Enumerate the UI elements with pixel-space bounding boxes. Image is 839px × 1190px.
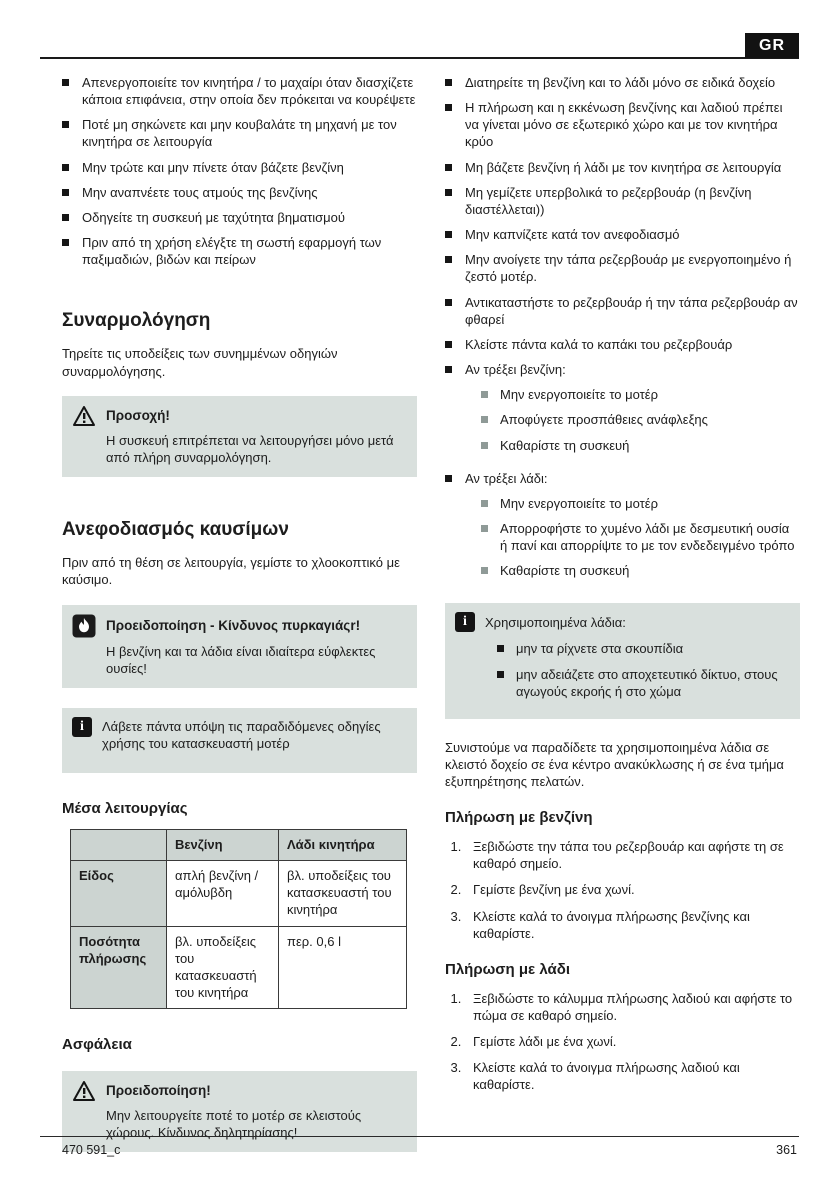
- manufacturer-info-body: Λάβετε πάντα υπόψη τις παραδιδόμενες οδηγίες χρήσης του κατασκευαστή μοτέρ: [102, 718, 381, 751]
- step-item: 3. Κλείστε καλά το άνοιγμα πλήρωσης βενζίνης και καθαρίστε.: [465, 908, 800, 942]
- sub-bullet-square-icon: [481, 442, 488, 449]
- bullet-square-icon: [497, 671, 504, 678]
- caution-body: Η συσκευή επιτρέπεται να λειτουργήσει μόνο μετά από πλήρη συναρμολόγηση.: [106, 432, 394, 465]
- list-item: Μην αναπνέετε τους ατμούς της βενζίνης: [62, 184, 417, 201]
- section-title-assembly: Συναρμολόγηση: [62, 310, 211, 332]
- list-item: μην αδειάζετε στο αποχετευτικό δίκτυο, στους αγωγούς εκροής ή στο χώμα: [497, 666, 788, 700]
- step-item: 3. Κλείστε καλά το άνοιγμα πλήρωσης λαδιού και καθαρίστε.: [465, 1059, 800, 1093]
- content-columns: [62, 74, 800, 1172]
- sub-bullet-square-icon: [481, 500, 488, 507]
- list-item: Καθαρίστε τη συσκευή: [481, 437, 800, 454]
- bullet-square-icon: [62, 214, 69, 221]
- list-item: Μην ενεργοποιείτε το μοτέρ: [481, 386, 800, 403]
- bullet-square-icon: [62, 121, 69, 128]
- page-number: 361: [776, 1143, 797, 1157]
- manufacturer-info-box: [62, 708, 417, 773]
- footer-rule: [40, 1136, 799, 1137]
- bullet-square-icon: [445, 366, 452, 373]
- fire-warning-box: [62, 605, 417, 688]
- used-oil-title: Χρησιμοποιημένα λάδια:: [485, 614, 626, 630]
- row-label-cell: Ποσότητα πλήρωσης: [71, 926, 167, 1009]
- document-code: 470 591_c: [62, 1143, 121, 1157]
- list-item: Πριν από τη χρήση ελέγξτε τη σωστή εφαρμογή των παξιμαδιών, βιδών και πείρων: [62, 234, 417, 268]
- sub-bullet-square-icon: [481, 416, 488, 423]
- caution-box: [62, 396, 417, 477]
- refuel-body: Πριν από τη θέση σε λειτουργία, γεμίστε το χλοοκοπτικό με καύσιμο.: [62, 555, 400, 588]
- left-column: [62, 74, 417, 1172]
- list-item-oil-spill: [445, 470, 800, 588]
- fire-warning-body: Η βενζίνη και τα λάδια είναι ιδιαίτερα εύφλεκτες ουσίες!: [106, 643, 376, 676]
- oil-spill-sublist: [481, 495, 800, 580]
- row-label-cell: Είδος: [71, 861, 167, 926]
- info-icon: i: [455, 612, 475, 632]
- bullet-square-icon: [445, 299, 452, 306]
- bullet-square-icon: [62, 79, 69, 86]
- bullet-square-icon: [445, 256, 452, 263]
- step-item: 2. Γεμίστε βενζίνη με ένα χωνί.: [465, 881, 800, 898]
- used-oil-info-box: [445, 603, 800, 718]
- bullet-square-icon: [445, 189, 452, 196]
- list-item: Διατηρείτε τη βενζίνη και το λάδι μόνο σε ειδικά δοχείο: [445, 74, 800, 91]
- list-item: Μην ενεργοποιείτε το μοτέρ: [481, 495, 800, 512]
- bullet-square-icon: [62, 189, 69, 196]
- table-header-cell: Βενζίνη: [167, 829, 279, 860]
- section-title-refuel: Ανεφοδιασμός καυσίμων: [62, 519, 289, 541]
- bullet-square-icon: [445, 104, 452, 111]
- bullet-square-icon: [445, 164, 452, 171]
- list-item: Μην καπνίζετε κατά τον ανεφοδιασμό: [445, 226, 800, 243]
- list-item: Οδηγείτε τη συσκευή με ταχύτητα βηματισμού: [62, 209, 417, 226]
- oil-spill-label: Αν τρέξει λάδι:: [465, 470, 548, 486]
- list-item: Καθαρίστε τη συσκευή: [481, 562, 800, 579]
- operating-media-table: [70, 829, 407, 1009]
- table-header-cell: [71, 829, 167, 860]
- list-item: Μη βάζετε βενζίνη ή λάδι με τον κινητήρα σε λειτουργία: [445, 159, 800, 176]
- bullet-square-icon: [445, 231, 452, 238]
- list-item: Μη γεμίζετε υπερβολικά το ρεζερβουάρ (η βενζίνη διαστέλλεται)): [445, 184, 800, 218]
- step-item: 1. Ξεβιδώστε την τάπα του ρεζερβουάρ και αφήστε τη σε καθαρό σημείο.: [465, 838, 800, 872]
- table-row: [71, 861, 407, 926]
- warning-triangle-icon: [72, 1080, 96, 1102]
- sub-bullet-square-icon: [481, 567, 488, 574]
- table-cell: βλ. υποδείξεις του κατασκευαστή του κινητήρα: [167, 926, 279, 1009]
- fuel-bullet-list: [445, 74, 800, 587]
- bullet-square-icon: [445, 475, 452, 482]
- section-title-fill-oil: Πλήρωση με λάδι: [445, 960, 570, 978]
- table-header-cell: Λάδι κινητήρα: [279, 829, 407, 860]
- fill-oil-steps: [445, 990, 800, 1094]
- step-item: 1. Ξεβιδώστε το κάλυμμα πλήρωσης λαδιού και αφήστε το πώμα σε καθαρό σημείο.: [465, 990, 800, 1024]
- recycle-note: Συνιστούμε να παραδίδετε τα χρησιμοποιημένα λάδια σε κλειστό δοχείο σε ένα κέντρο ανακύκλωσης ή σε ένα τμήμα εξυπηρέτησης πελατών.: [445, 739, 784, 790]
- list-item: Αντικαταστήστε το ρεζερβουάρ ή την τάπα ρεζερβουάρ αν φθαρεί: [445, 294, 800, 328]
- subsection-title-safety: Ασφάλεια: [62, 1036, 132, 1054]
- safety-bullet-list: [62, 74, 417, 268]
- list-item: Η πλήρωση και η εκκένωση βενζίνης και λαδιού πρέπει να γίνεται μόνο σε εξωτερικό χώρο και με τον κινητήρα κρύο: [445, 99, 800, 150]
- header-rule: [40, 57, 799, 59]
- table-cell: απλή βενζίνη / αμόλυβδη: [167, 861, 279, 926]
- table-cell: βλ. υποδείξεις του κατασκευαστή του κινητήρα: [279, 861, 407, 926]
- right-column: [445, 74, 800, 1172]
- bullet-square-icon: [445, 341, 452, 348]
- list-item: Κλείστε πάντα καλά το καπάκι του ρεζερβουάρ: [445, 336, 800, 353]
- info-icon: i: [72, 717, 92, 737]
- fire-icon: [72, 614, 96, 638]
- benzin-spill-label: Αν τρέξει βενζίνη:: [465, 362, 566, 378]
- bullet-square-icon: [445, 79, 452, 86]
- list-item: Μην τρώτε και μην πίνετε όταν βάζετε βενζίνη: [62, 159, 417, 176]
- bullet-square-icon: [62, 164, 69, 171]
- step-item: 2. Γεμίστε λάδι με ένα χωνί.: [465, 1033, 800, 1050]
- warning-box: [62, 1071, 417, 1152]
- list-item: Αποφύγετε προσπάθειες ανάφλεξης: [481, 411, 800, 428]
- list-item: Απενεργοποιείτε τον κινητήρα / το μαχαίρι όταν διασχίζετε κάποια επιφάνεια, στην οποία δεν πρόκειται να κουρέψετε: [62, 74, 417, 108]
- sub-bullet-square-icon: [481, 391, 488, 398]
- warning-body: Μην λειτουργείτε ποτέ το μοτέρ σε κλειστούς χώρους. Κίνδυνος δηλητηρίασης!: [106, 1107, 362, 1141]
- list-item: μην τα ρίχνετε στα σκουπίδια: [497, 640, 788, 657]
- sub-bullet-square-icon: [481, 525, 488, 532]
- list-item: Απορροφήστε το χυμένο λάδι με δεσμευτική ουσία ή πανί και απορρίψτε το με τον ενδεδειγμένο τρόπο: [481, 520, 800, 554]
- assembly-body: Τηρείτε τις υποδείξεις των συνημμένων οδηγιών συναρμολόγησης.: [62, 346, 338, 379]
- used-oil-sublist: [497, 640, 788, 699]
- table-cell: περ. 0,6 l: [279, 926, 407, 1009]
- fill-benzin-steps: [445, 838, 800, 942]
- list-item: Ποτέ μη σηκώνετε και μην κουβαλάτε τη μηχανή με τον κινητήρα σε λειτουργία: [62, 116, 417, 150]
- benzin-spill-sublist: [481, 386, 800, 453]
- list-item-benzin-spill: [445, 361, 800, 462]
- language-badge: GR: [745, 33, 799, 58]
- list-item: Μην ανοίγετε την τάπα ρεζερβουάρ με ενεργοποιημένο ή ζεστό μοτέρ.: [445, 251, 800, 285]
- subsection-title-operating-media: Μέσα λειτουργίας: [62, 800, 188, 818]
- table-header-row: [71, 829, 407, 860]
- section-title-fill-benzin: Πλήρωση με βενζίνη: [445, 809, 593, 827]
- table-row: [71, 926, 407, 1009]
- bullet-square-icon: [62, 239, 69, 246]
- caution-title: Προσοχή!: [106, 407, 170, 423]
- bullet-square-icon: [497, 645, 504, 652]
- warning-triangle-icon: [72, 405, 96, 427]
- fire-warning-title: Προειδοποίηση - Κίνδυνος πυρκαγιάςr!: [106, 617, 361, 633]
- warning-title: Προειδοποίηση!: [106, 1083, 211, 1099]
